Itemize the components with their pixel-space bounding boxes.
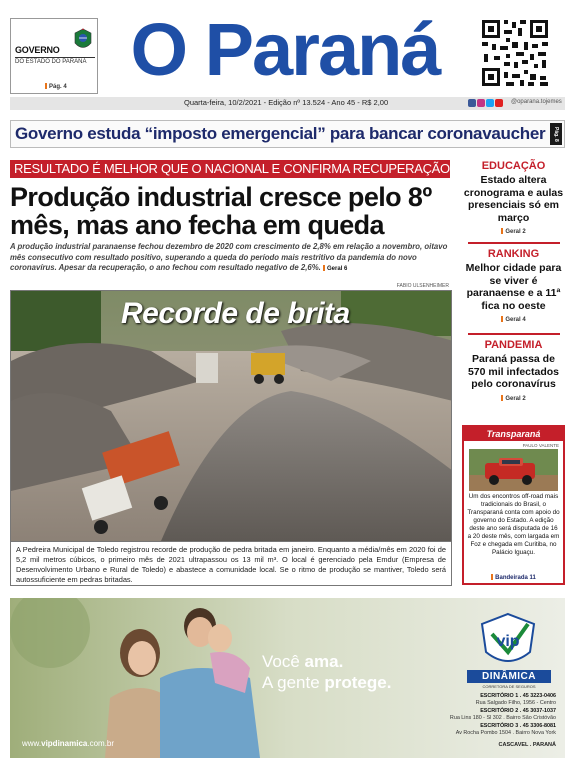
transparana-box[interactable]	[462, 425, 565, 585]
office-name: ESCRITÓRIO 3 . 45 3306-8081	[480, 723, 556, 729]
tick-marker	[501, 395, 503, 401]
gov-page-ref-text: Pág. 4	[49, 84, 67, 90]
section-divider	[468, 242, 560, 244]
photo-caption: A Pedreira Municipal de Toledo registrou recorde de produção de pedra britada em janeiro. Enquanto a média/mês em 2020 foi de 5,2 mil metros cúbicos, o primeiro mês de 2021 ultrapassou os 13 mil m³. O local é gerenciado pela Emdur (Empresa de Desenvolvimento Urbano e Rural de Toledo) e abastece a comunidade local. Se o ritmo de produção se mantiver, Toledo será autossuficiente em pedras britadas.	[10, 542, 452, 586]
lead-headline[interactable]: Produção industrial cresce pelo 8º mês, mas ano fecha em queda	[10, 182, 432, 240]
brief-ref	[462, 228, 565, 235]
office-address: Av Rocha Pombo 1504 . Bairro Nova York	[455, 729, 556, 736]
tick-marker	[323, 265, 325, 271]
office-address: Rua Salgado Filho, 1956 - Centro	[475, 699, 556, 706]
gov-subtitle: DO ESTADO DO PARANÁ	[15, 57, 95, 65]
lead-deck	[10, 242, 452, 274]
brief-label: RANKING	[487, 248, 540, 260]
tick-marker	[501, 316, 503, 322]
lead-deck-text: A produção industrial paranaense fechou dezembro de 2020 com crescimento de 2,8% em relação a novembro, oitavo mês consecutivo com resultado positivo, superando a queda do período mais restritivo da pandemia do novo coronavírus. Apesar da recuperação, o ano fechou com resultado negativo de 2,6%.	[10, 242, 448, 272]
brief-pandemic[interactable]	[462, 339, 565, 402]
office-2	[400, 708, 556, 721]
quarry-photo	[10, 290, 452, 542]
brief-ranking[interactable]	[462, 248, 565, 323]
lead-deck-ref[interactable]: Geral 6	[327, 266, 348, 272]
brief-text: Estado altera cronograma e aulas presenciais só em março	[463, 174, 564, 224]
government-box	[10, 18, 98, 94]
brief-ref-text: Geral 2	[505, 229, 526, 235]
brief-ref	[462, 395, 565, 402]
photo-credit: FABIO ULSENHEIMER	[396, 283, 449, 289]
banner-story[interactable]	[10, 120, 565, 148]
brief-education[interactable]	[462, 160, 565, 235]
office-1	[400, 693, 556, 706]
vip-brand-name: DINÂMICA	[467, 670, 551, 683]
instagram-icon[interactable]	[477, 99, 485, 107]
ad-tagline-2	[262, 673, 391, 693]
qr-code-icon[interactable]	[480, 18, 550, 88]
office-address: Rua Lins 180 - Sl 302 . Bairro São Cristóvão	[449, 714, 556, 721]
newspaper-logo[interactable]: O Paraná	[130, 8, 440, 91]
ad-city: CASCAVEL . PARANÁ	[498, 742, 556, 748]
photo-title: Recorde de brita	[121, 297, 350, 330]
facebook-icon[interactable]	[468, 99, 476, 107]
lead-kicker: RESULTADO É MELHOR QUE O NACIONAL E CONFIRMA RECUPERAÇÃO	[10, 160, 450, 178]
ad-url-bold: vipdinamica	[41, 739, 88, 748]
twitter-icon[interactable]	[486, 99, 494, 107]
transparana-photo-credit: PAULO VALENTE	[522, 443, 559, 448]
state-coat-of-arms-icon	[73, 27, 93, 53]
tick-marker	[45, 83, 47, 89]
section-divider	[468, 333, 560, 335]
brief-text: Paraná passa de 570 mil infectados pelo coronavírus	[467, 353, 560, 390]
transparana-title: Transparaná	[464, 427, 563, 441]
brief-text: Melhor cidade para se viver é paranaense e a 11ª fica no oeste	[465, 262, 562, 312]
dateline-text: Quarta-feira, 10/2/2021 - Edição nº 13.524 - Ano 45 - R$ 2,00	[184, 98, 389, 107]
brief-label: EDUCAÇÃO	[481, 160, 546, 172]
ad-tagline-1-plain: Você	[262, 652, 305, 671]
gov-page-ref[interactable]	[45, 83, 67, 90]
social-handle[interactable]: @oparana.tojemes	[511, 99, 562, 105]
ad-tagline-2-plain: A gente	[262, 673, 325, 692]
tick-marker	[501, 228, 503, 234]
office-name: ESCRITÓRIO 2 . 45 3037-1037	[480, 708, 556, 714]
brief-label: PANDEMIA	[484, 339, 543, 351]
vip-brand-sub: CORRETORA DE SEGUROS	[482, 684, 536, 689]
ad-url[interactable]	[22, 739, 114, 748]
brief-ref-text: Geral 4	[505, 317, 526, 323]
banner-headline: Governo estuda “imposto emergencial” para bancar coronavaucher	[15, 124, 546, 143]
ad-tagline-1	[262, 652, 343, 672]
gov-title: GOVERNO	[15, 45, 60, 55]
youtube-icon[interactable]	[495, 99, 503, 107]
brief-ref-text: Geral 2	[505, 395, 526, 402]
ad-url-prefix: www.	[22, 739, 42, 748]
tick-marker	[491, 574, 493, 580]
vip-shield-logo-icon	[478, 612, 538, 672]
banner-page-ref: Pág. 8	[550, 123, 562, 145]
brief-ref	[462, 316, 565, 323]
ad-tagline-2-bold: protege.	[324, 673, 392, 692]
office-3	[400, 723, 556, 736]
ad-tagline-1-bold: ama.	[304, 652, 344, 671]
transparana-ref	[464, 574, 563, 581]
vip-brand: vip	[496, 633, 520, 650]
social-icons	[468, 99, 504, 108]
transparana-text: Um dos encontros off-road mais tradicionais do Brasil, o Transparaná conta com apoio do governo do Estado. A edição deste ano será disputada de 16 a 20 deste mês, com largada em Foz e chegada em Curitiba, no Palácio Iguaçu.	[467, 493, 560, 556]
office-name: ESCRITÓRIO 1 . 45 3223-0406	[480, 693, 556, 699]
transparana-ref-text: Bandeirada 11	[495, 575, 536, 581]
ad-url-tail: .com.br	[87, 739, 115, 748]
dateline-bar	[10, 97, 565, 110]
offroad-car-photo	[469, 449, 558, 491]
